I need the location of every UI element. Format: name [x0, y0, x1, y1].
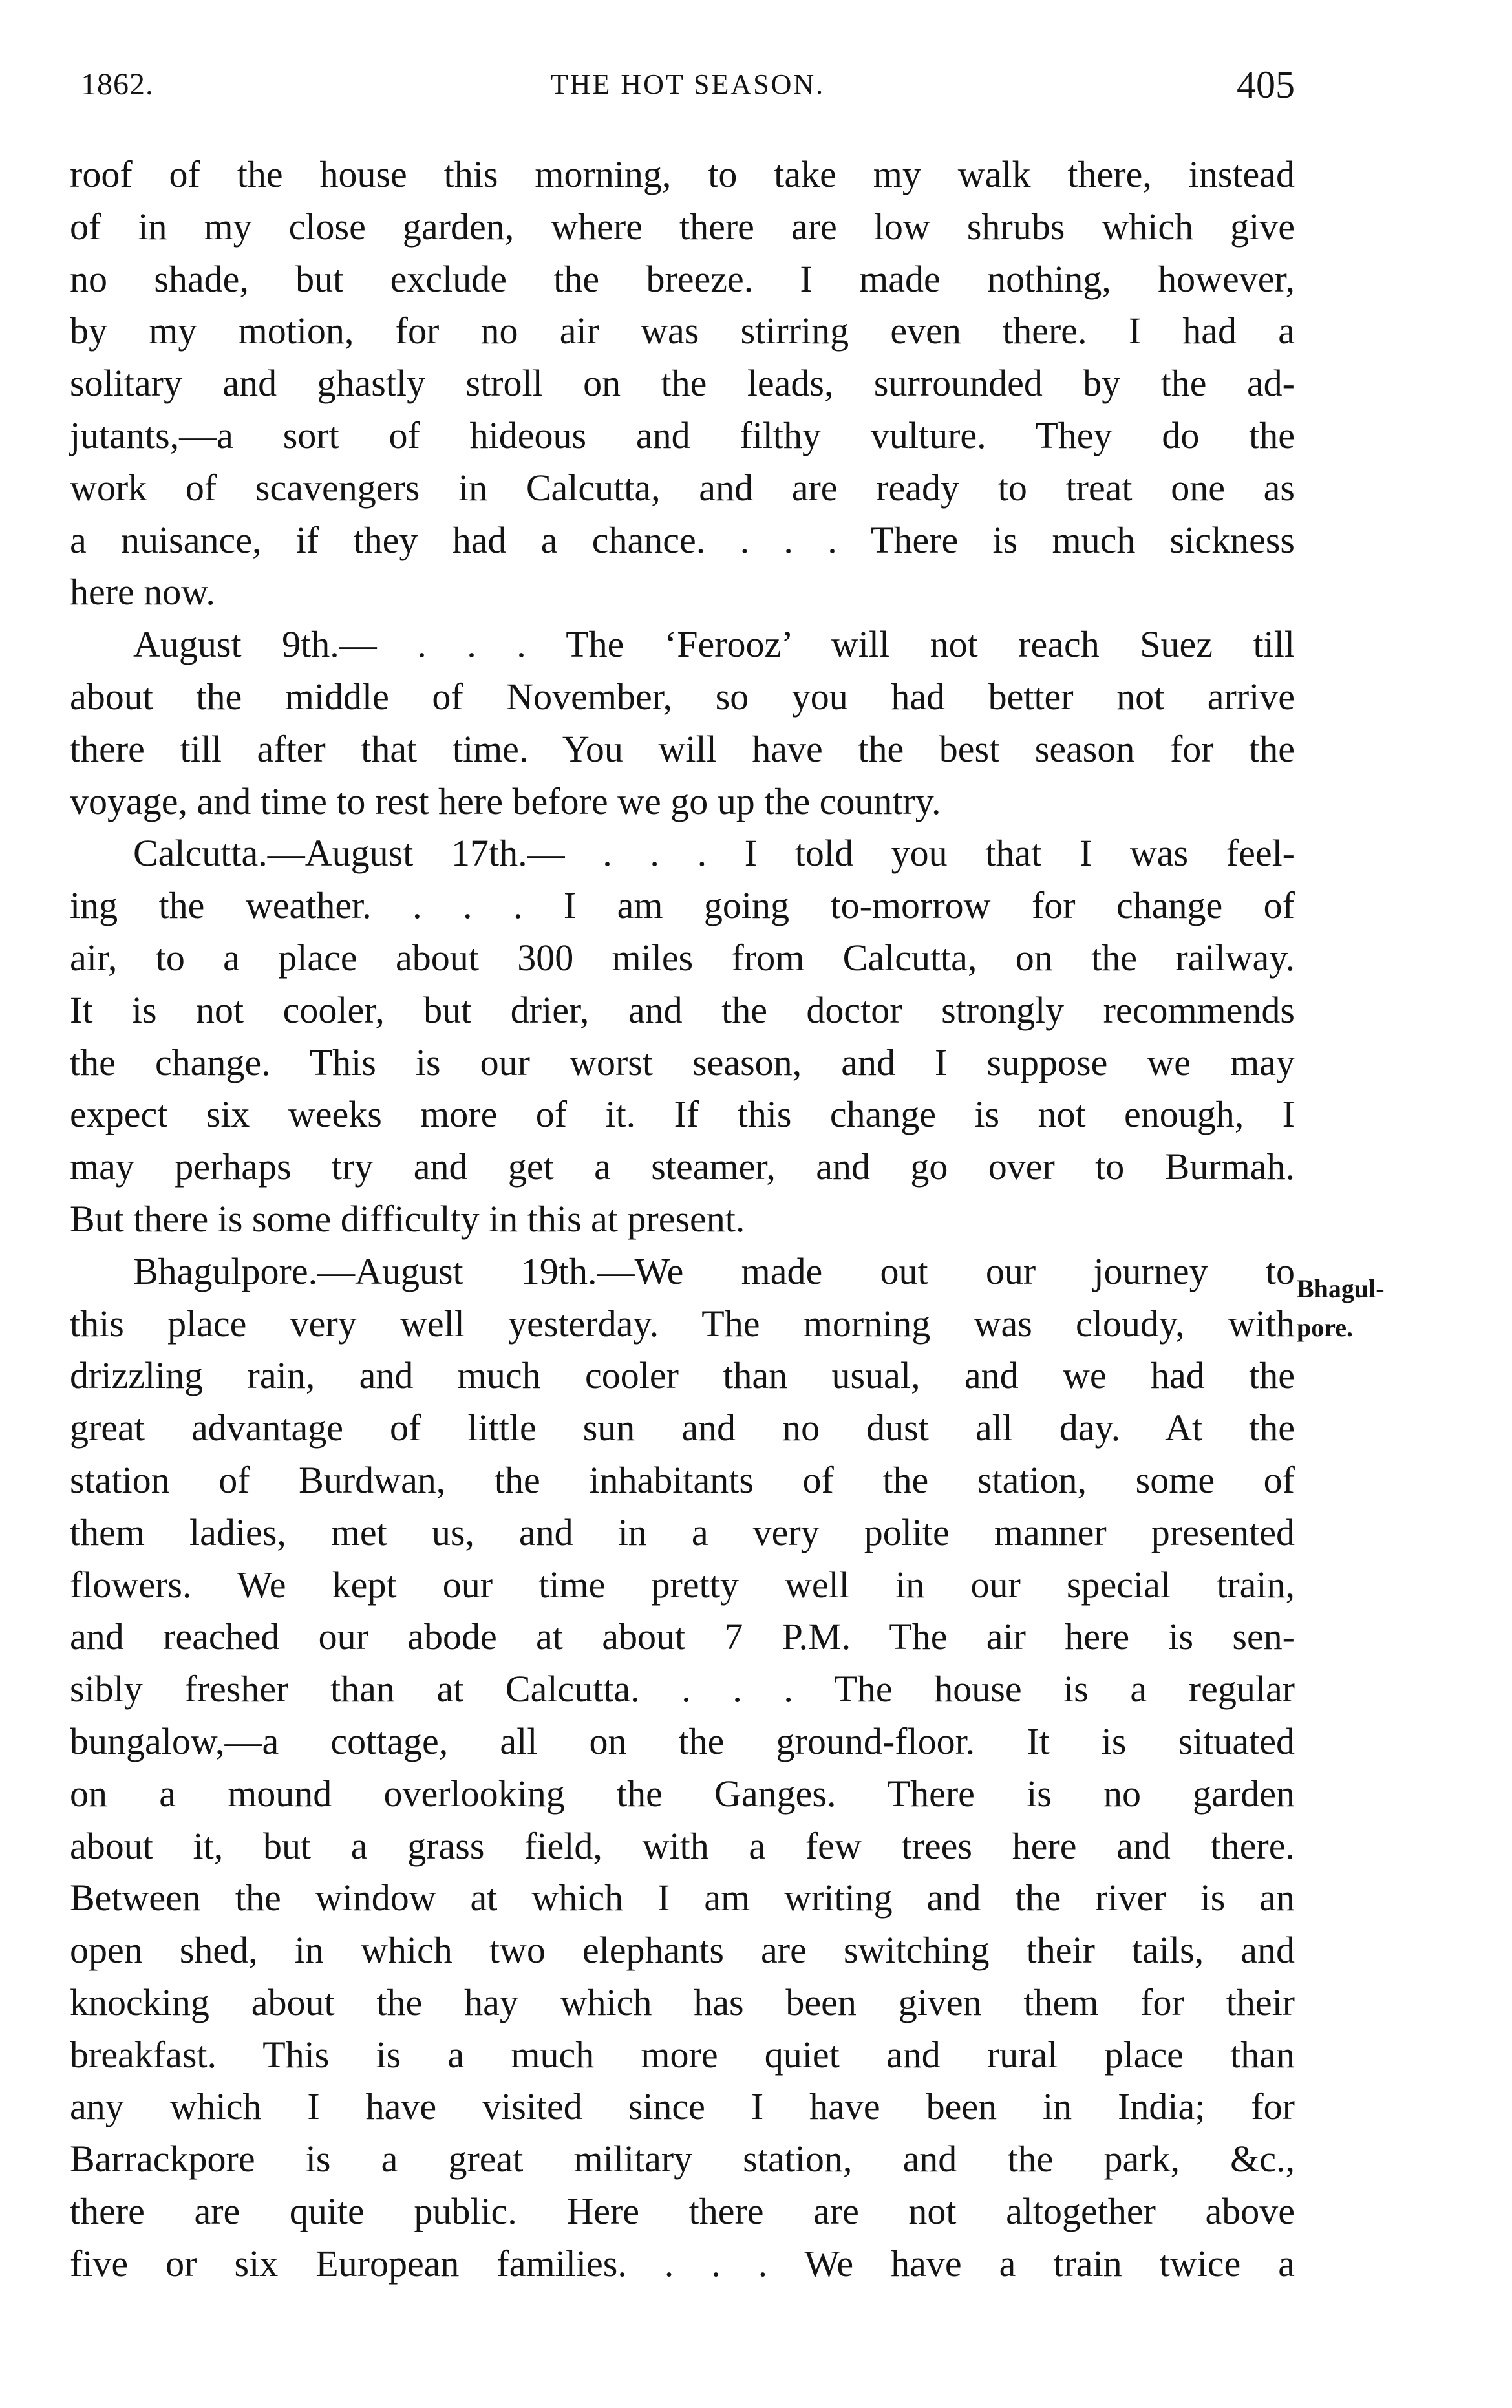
text-line: Calcutta.—August 17th.— . . . I told you that I was feel-: [133, 832, 1295, 875]
text-line: great advantage of little sun and no dust all day. At the: [70, 1407, 1295, 1449]
margin-note: [1297, 1270, 1426, 1347]
text-line: any which I have visited since I have been in India; for: [70, 2085, 1295, 2128]
margin-note-line: pore.: [1297, 1313, 1354, 1342]
text-line: expect six weeks more of it. If this change is not enough, I: [70, 1093, 1295, 1136]
text-line: roof of the house this morning, to take my walk there, instead: [70, 153, 1295, 195]
text-line: there till after that time. You will have the best season for the: [70, 727, 1295, 770]
text-line: them ladies, met us, and in a very polite manner presented: [70, 1511, 1295, 1553]
body-text: [70, 149, 1295, 2290]
text-line: there are quite public. Here there are not altogether above: [70, 2190, 1295, 2233]
text-line: open shed, in which two elephants are switching their tails, and: [70, 1929, 1295, 1972]
page-number: 405: [1237, 63, 1295, 106]
text-line: a nuisance, if they had a chance. . . . There is much sickness: [70, 518, 1295, 561]
text-line: and reached our abode at about 7 P.M. The air here is sen-: [70, 1615, 1295, 1658]
text-line: the change. This is our worst season, and I suppose we may: [70, 1041, 1295, 1083]
text-line: flowers. We kept our time pretty well in our special train,: [70, 1563, 1295, 1606]
text-line: may perhaps try and get a steamer, and go over to Burmah.: [70, 1145, 1295, 1188]
text-line: about it, but a grass field, with a few trees here and there.: [70, 1824, 1295, 1867]
text-line: But there is some difficulty in this at present.: [70, 1197, 745, 1240]
text-line: station of Burdwan, the inhabitants of the station, some of: [70, 1458, 1295, 1501]
text-line: knocking about the hay which has been given them for their: [70, 1981, 1295, 2023]
header-year: 1862.: [81, 67, 154, 101]
text-line: solitary and ghastly stroll on the leads, surrounded by the ad-: [70, 362, 1295, 405]
text-line: five or six European families. . . . We have a train twice a: [70, 2242, 1295, 2285]
text-line: sibly fresher than at Calcutta. . . . The house is a regular: [70, 1668, 1295, 1710]
text-line: of in my close garden, where there are low shrubs which give: [70, 205, 1295, 248]
margin-note-line: Bhagul-: [1297, 1274, 1385, 1303]
text-line: this place very well yesterday. The morning was cloudy, with: [70, 1302, 1295, 1345]
text-line: Barrackpore is a great military station, and the park, &c.,: [70, 2138, 1295, 2180]
text-line: about the middle of November, so you had better not arrive: [70, 675, 1295, 718]
text-line: here now.: [70, 571, 215, 613]
text-line: It is not cooler, but drier, and the doctor strongly recommends: [70, 988, 1295, 1031]
text-line: voyage, and time to rest here before we go up the country.: [70, 780, 941, 822]
text-line: drizzling rain, and much cooler than usual, and we had the: [70, 1354, 1295, 1397]
text-line: ing the weather. . . . I am going to-morrow for change of: [70, 884, 1295, 927]
text-line: on a mound overlooking the Ganges. There is no garden: [70, 1772, 1295, 1815]
text-line: jutants,—a sort of hideous and filthy vulture. They do the: [70, 414, 1295, 456]
text-line: air, to a place about 300 miles from Calcutta, on the railway.: [70, 936, 1295, 979]
header-title: THE HOT SEASON.: [550, 69, 825, 100]
text-line: no shade, but exclude the breeze. I made nothing, however,: [70, 257, 1295, 300]
text-line: breakfast. This is a much more quiet and rural place than: [70, 2033, 1295, 2076]
text-line: Bhagulpore.—August 19th.—We made out our journey to: [133, 1250, 1295, 1292]
text-line: by my motion, for no air was stirring even there. I had a: [70, 310, 1295, 352]
running-header: [81, 56, 1295, 114]
text-line: bungalow,—a cottage, all on the ground-floor. It is situated: [70, 1720, 1295, 1762]
text-line: Between the window at which I am writing and the river is an: [70, 1877, 1295, 1919]
text-line: work of scavengers in Calcutta, and are ready to treat one as: [70, 466, 1295, 509]
text-line: August 9th.— . . . The ‘Ferooz’ will not reach Suez till: [133, 623, 1295, 666]
